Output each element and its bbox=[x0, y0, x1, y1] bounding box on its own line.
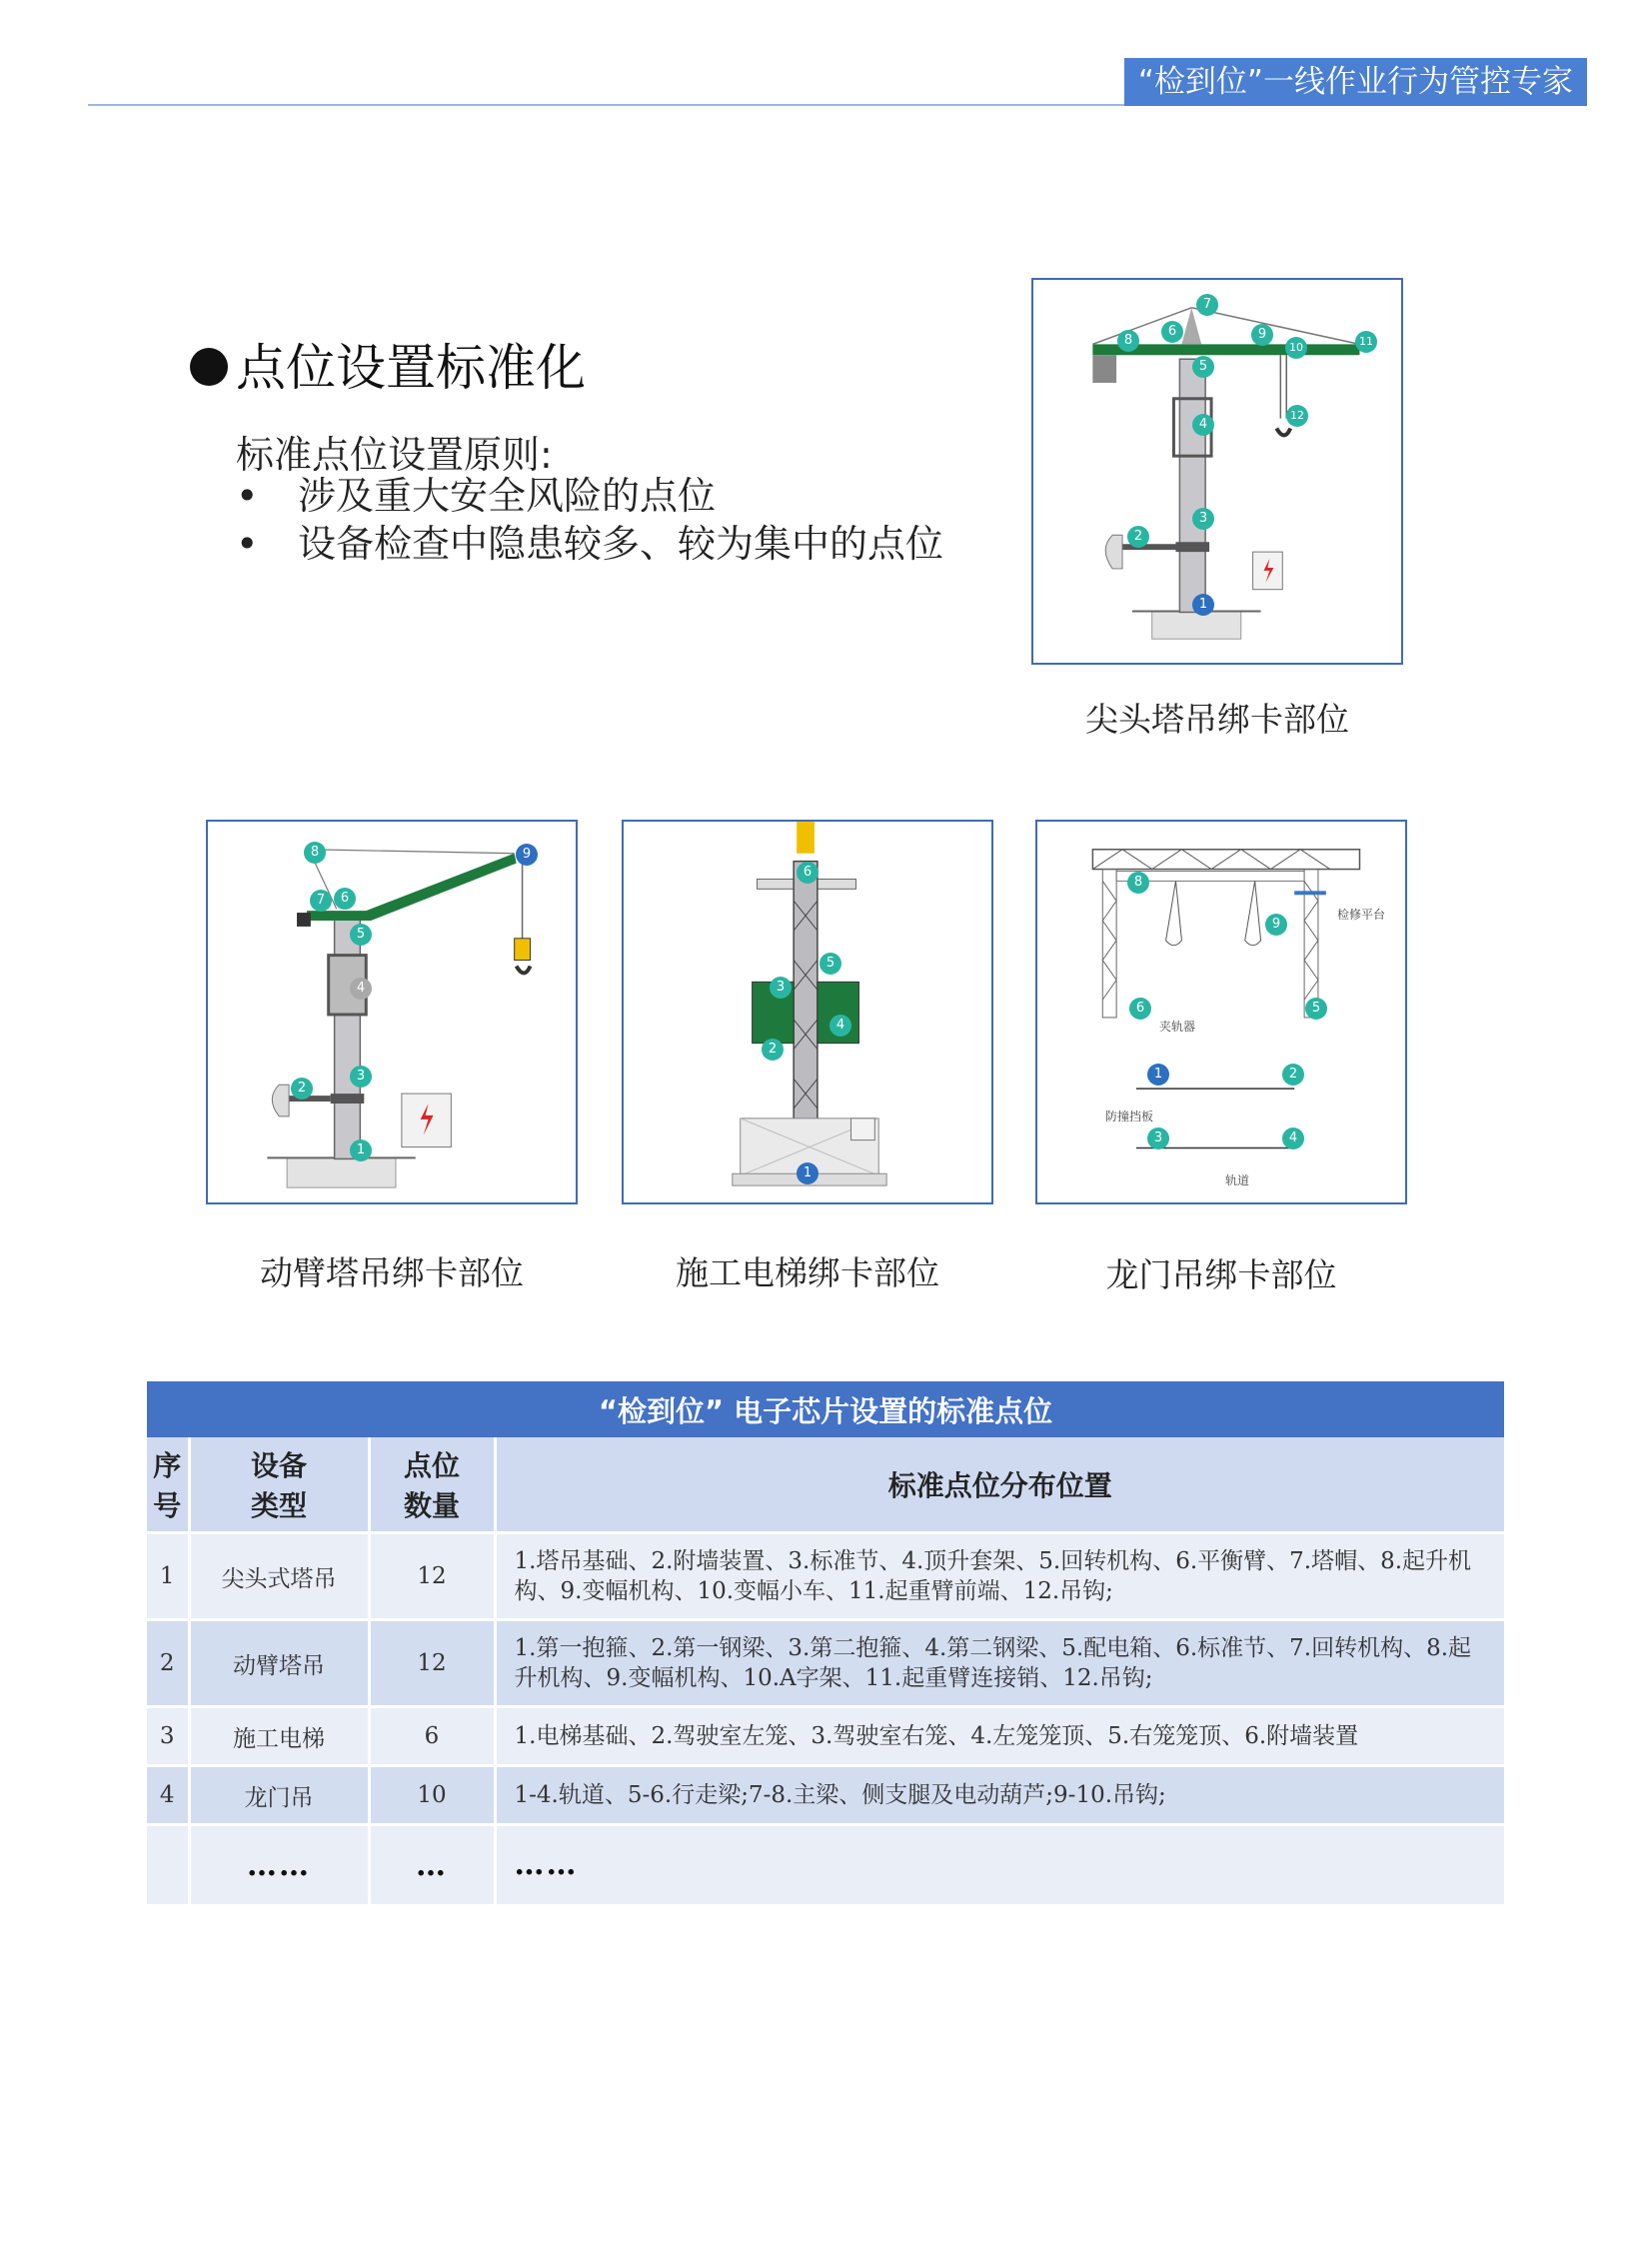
section-title-text: 点位设置标准化 bbox=[236, 339, 586, 397]
marker-icon: 5 bbox=[1192, 356, 1214, 378]
marker-icon: 8 bbox=[1117, 330, 1139, 352]
marker-icon: 4 bbox=[829, 1015, 851, 1037]
marker-icon: 5 bbox=[1305, 998, 1327, 1020]
marker-icon: 8 bbox=[1127, 872, 1149, 894]
table-row: 4 龙门吊 10 1-4.轨道、5-6.行走梁;7-8.主梁、侧支腿及电动葫芦;9-10.吊钩; bbox=[147, 1766, 1504, 1825]
marker-icon: 4 bbox=[1282, 1127, 1304, 1149]
gantry-label-platform: 检修平台 bbox=[1337, 908, 1386, 922]
brand-tag: “检到位”一线作业行为管控专家 bbox=[1124, 58, 1587, 106]
marker-icon: 3 bbox=[350, 1066, 372, 1088]
tower-crane-caption: 尖头塔吊绑卡部位 bbox=[1085, 700, 1349, 739]
bullet-dot-icon bbox=[190, 348, 228, 386]
header-count: 点位数量 bbox=[369, 1437, 495, 1533]
bullet-icon: • bbox=[236, 522, 259, 566]
luffing-crane-caption: 动臂塔吊绑卡部位 bbox=[260, 1253, 524, 1292]
marker-icon: 7 bbox=[310, 890, 332, 912]
marker-icon: 8 bbox=[304, 842, 326, 864]
marker-icon: 7 bbox=[1196, 294, 1218, 316]
gantry-label-clamp: 夹轨器 bbox=[1159, 1020, 1196, 1034]
principle-list bbox=[236, 472, 943, 568]
marker-icon: 2 bbox=[762, 1039, 784, 1061]
elevator-caption: 施工电梯绑卡部位 bbox=[676, 1253, 939, 1292]
principle-item: • 涉及重大安全风险的点位 bbox=[236, 474, 717, 518]
header-type: 设备类型 bbox=[189, 1437, 369, 1533]
marker-icon: 12 bbox=[1286, 405, 1308, 427]
marker-icon: 1 bbox=[797, 1162, 819, 1184]
marker-icon: 5 bbox=[350, 924, 372, 946]
gantry-label-bumper: 防撞挡板 bbox=[1105, 1110, 1154, 1123]
principle-item: • 设备检查中隐患较多、较为集中的点位 bbox=[236, 522, 944, 566]
table-row: 1 尖头式塔吊 12 1.塔吊基础、2.附墙装置、3.标准节、4.顶升套架、5.回转机构、6.平衡臂、7.塔帽、8.起升机构、9.变幅机构、10.变幅小车、11.起重臂前端、12.吊钩; bbox=[147, 1533, 1504, 1620]
marker-icon: 11 bbox=[1355, 331, 1377, 353]
marker-icon: 9 bbox=[1251, 324, 1273, 346]
marker-icon: 6 bbox=[334, 888, 356, 910]
marker-icon: 6 bbox=[1161, 321, 1183, 343]
header-positions: 标准点位分布位置 bbox=[495, 1437, 1504, 1533]
table-row: 2 动臂塔吊 12 1.第一抱箍、2.第一钢梁、3.第二抱箍、4.第二钢梁、5.配电箱、6.标准节、7.回转机构、8.起升机构、9.变幅机构、10.A字架、11.起重臂连接销、12.吊钩; bbox=[147, 1620, 1504, 1707]
principle-heading: 标准点位设置原则: bbox=[236, 433, 553, 477]
marker-icon: 6 bbox=[797, 862, 819, 884]
standard-points-table bbox=[147, 1381, 1504, 1904]
marker-icon: 2 bbox=[1282, 1064, 1304, 1086]
table-title: “检到位” 电子芯片设置的标准点位 bbox=[147, 1381, 1504, 1437]
marker-icon: 9 bbox=[1265, 914, 1287, 936]
marker-icon: 4 bbox=[1192, 414, 1214, 436]
marker-icon: 2 bbox=[1127, 526, 1149, 548]
bullet-icon: • bbox=[236, 474, 259, 518]
gantry-caption: 龙门吊绑卡部位 bbox=[1105, 1255, 1337, 1294]
section-title bbox=[190, 328, 586, 400]
marker-icon: 2 bbox=[291, 1078, 313, 1100]
marker-icon: 10 bbox=[1285, 337, 1307, 359]
marker-icon: 1 bbox=[350, 1139, 372, 1161]
marker-icon: 6 bbox=[1129, 998, 1151, 1020]
marker-icon: 3 bbox=[1192, 508, 1214, 530]
table-row: 3 施工电梯 6 1.电梯基础、2.驾驶室左笼、3.驾驶室右笼、4.左笼笼顶、5.右笼笼顶、6.附墙装置 bbox=[147, 1707, 1504, 1766]
header-index: 序号 bbox=[147, 1437, 189, 1533]
luffing-crane-figure bbox=[206, 820, 578, 1204]
marker-icon: 1 bbox=[1192, 594, 1214, 616]
marker-icon: 4 bbox=[350, 978, 372, 1000]
gantry-figure bbox=[1035, 820, 1407, 1204]
marker-icon: 3 bbox=[770, 977, 792, 999]
table-row: …… … …… bbox=[147, 1825, 1504, 1905]
marker-icon: 9 bbox=[516, 844, 538, 866]
tower-crane-figure bbox=[1031, 278, 1403, 665]
marker-icon: 5 bbox=[820, 953, 841, 975]
marker-icon: 3 bbox=[1147, 1127, 1169, 1149]
marker-icon: 1 bbox=[1147, 1064, 1169, 1086]
gantry-label-track: 轨道 bbox=[1225, 1173, 1250, 1187]
